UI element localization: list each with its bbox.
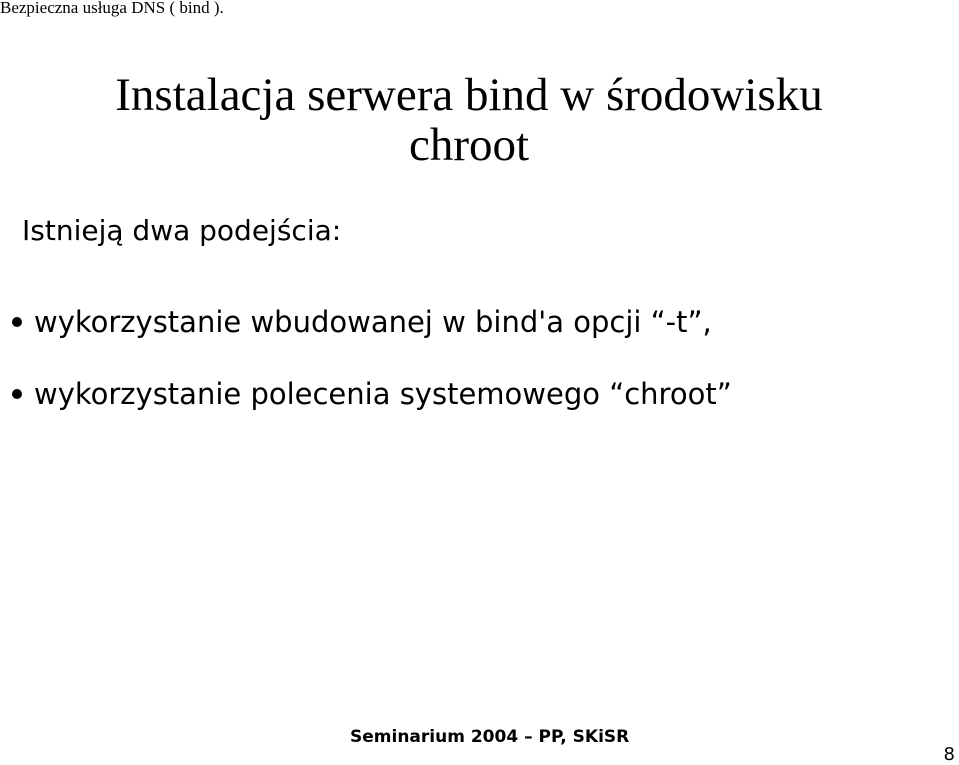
header-note: Bezpieczna usługa DNS ( bind ).	[0, 0, 224, 17]
list-item	[10, 302, 732, 374]
list-item-text: wykorzystanie polecenia systemowego “chroot”	[34, 377, 732, 411]
slide-title-line-1: Instalacja serwera bind w środowisku	[115, 69, 823, 121]
bullet-list	[10, 302, 732, 446]
slide-title-line-2: chroot	[408, 119, 530, 171]
bullet-icon	[12, 389, 22, 399]
footer-text: Seminarium 2004 – PP, SKiSR	[350, 727, 630, 747]
bullet-icon	[12, 317, 22, 327]
list-item-text: wykorzystanie wbudowanej w bind'a opcji “-t”,	[34, 305, 712, 339]
page-number: 8	[943, 744, 955, 765]
intro-text: Istnieją dwa podejścia:	[22, 214, 342, 247]
slide-title	[0, 70, 938, 170]
list-item	[10, 374, 732, 446]
